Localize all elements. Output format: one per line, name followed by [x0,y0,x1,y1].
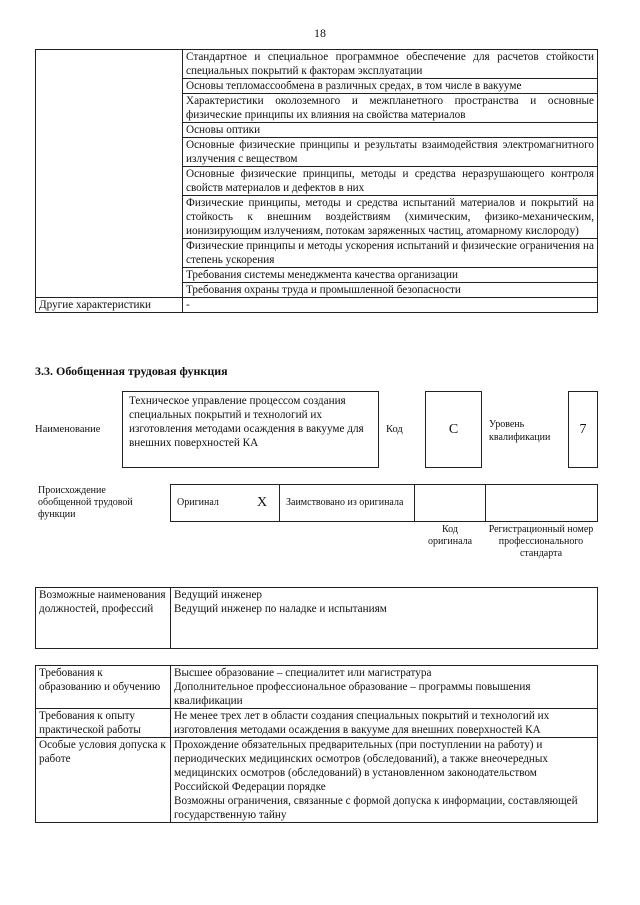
code-value-box: C [425,391,482,468]
original-code-cell [415,485,486,522]
knowledge-item: Основные физические принципы, методы и средства неразрушающего контроля свойств материалов и дефектов в них [183,167,598,196]
knowledge-item: Основные физические принципы и результаты взаимодействия электромагнитного излучения с веществом [183,138,598,167]
qualification-level-label: Уровень квалификации [489,419,551,443]
admission-line: Прохождение обязательных предварительных (при поступлении на работу) и периодических медицинских осмотров (обследований), а также внеочередных медицинских осмотров (обследований) в установленном законодательством Российской Федерации порядке [174,739,549,793]
name-label: Наименование [35,424,101,435]
job-title: Ведущий инженер [174,589,263,601]
original-code-caption: Код оригинала [427,524,473,547]
knowledge-label-cell [36,50,183,298]
code-label: Код [386,424,403,435]
job-titles-cell [171,588,598,649]
job-titles-label: Возможные наименования должностей, профессий [36,588,171,649]
knowledge-item: Физические принципы, методы и средства испытаний материалов и покрытий на стойкость к внешним воздействиям (химическим, физико-механическим, ионизирующим излучениям, потокам заряженных частиц, атомарному кислороду) [183,196,598,239]
original-mark: X [245,485,280,522]
education-cell [171,666,598,709]
borrowed-label: Заимствовано из оригинала [280,485,415,522]
origin-label: Происхождение обобщенной трудовой функции [38,485,133,520]
section-title: 3.3. Обобщенная трудовая функция [35,364,228,378]
qualification-level-box: 7 [568,391,598,468]
knowledge-item: Стандартное и специальное программное обеспечение для расчетов стойкости специальных покрытий к факторам эксплуатации [183,50,598,79]
registration-number-caption: Регистрационный номер профессионального стандарта [488,524,594,559]
function-name-box: Техническое управление процессом создания специальных покрытий и технологий их изготовления методами осаждения в вакууме для внешних поверхностей КА [122,391,379,468]
origin-table [170,484,598,522]
experience-line: Не менее трех лет в области создания специальных покрытий и технологий их изготовления методами осаждения в вакууме для внешних поверхностей КА [174,710,550,736]
other-characteristics-label: Другие характеристики [36,298,183,313]
job-titles-table [35,587,598,649]
knowledge-item: Требования системы менеджмента качества организации [183,268,598,283]
experience-label: Требования к опыту практической работы [36,709,171,738]
knowledge-item: Требования охраны труда и промышленной безопасности [183,283,598,298]
experience-cell [171,709,598,738]
admission-label: Особые условия допуска к работе [36,738,171,823]
knowledge-item: Основы оптики [183,123,598,138]
education-label: Требования к образованию и обучению [36,666,171,709]
requirements-table [35,665,598,823]
other-characteristics-value: - [183,298,598,313]
knowledge-item: Характеристики околоземного и межпланетного пространства и основные физические принципы их влияния на свойства материалов [183,94,598,123]
knowledge-item: Физические принципы и методы ускорения испытаний и физические ограничения на степень ускорения [183,239,598,268]
registration-number-cell [486,485,598,522]
education-line: Высшее образование – специалитет или магистратура [174,667,432,679]
admission-line: Возможны ограничения, связанные с формой допуска к информации, составляющей государственную тайну [174,795,578,821]
admission-cell [171,738,598,823]
education-line: Дополнительное профессиональное образование – программы повышения квалификации [174,681,531,707]
job-title: Ведущий инженер по наладке и испытаниям [174,603,387,615]
knowledge-item: Основы тепломассообмена в различных средах, в том числе в вакууме [183,79,598,94]
knowledge-table [35,49,598,313]
page-number: 18 [314,26,326,40]
original-label: Оригинал [171,485,246,522]
